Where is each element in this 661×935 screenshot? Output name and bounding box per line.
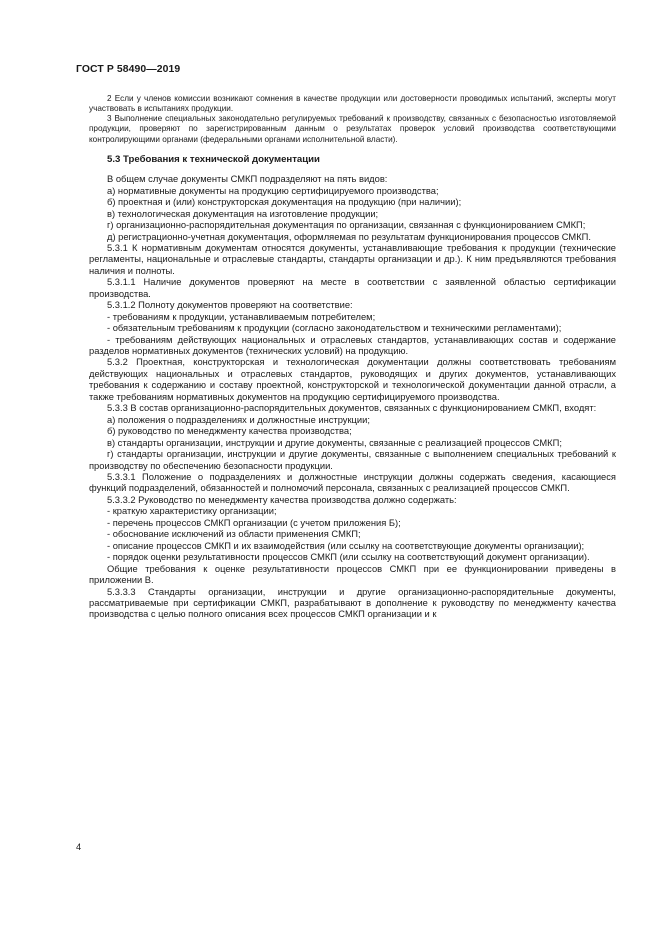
list-item: - перечень процессов СМКП организации (с учетом приложения Б);	[107, 517, 401, 528]
section-title: 5.3 Требования к технической документации	[107, 153, 320, 165]
list-item: а) нормативные документы на продукцию сертифицируемого производства;	[107, 185, 439, 196]
paragraph: 5.3.2 Проектная, конструкторская и технологическая документации должны соответствовать требованиям действующих национальных и отраслевых стандартов, руководящих и других документов, устанавливающих требования к содержанию и составу проектной, конструкторской и технологической документации данной отрасли, а также требованиям нормативных документов на продукцию сертифицируемого производства.	[89, 357, 616, 402]
paragraph: 5.3.1.2 Полноту документов проверяют на соответствие:	[107, 300, 353, 311]
list-item: а) положения о подразделениях и должностные инструкции;	[107, 414, 370, 425]
paragraph: 5.3.3.3 Стандарты организации, инструкции и другие организационно-распорядительные документы, рассматриваемые при сертификации СМКП, разрабатывают в дополнение к руководству по менеджменту качества производства с целью полного описания всех процессов СМКП организации и к	[89, 586, 616, 620]
page-number: 4	[76, 842, 82, 852]
paragraph: Общие требования к оценке результативности процессов СМКП при ее функционировании приведены в приложении В.	[89, 563, 616, 586]
list-item: б) проектная и (или) конструкторская документация на продукцию (при наличии);	[107, 197, 462, 208]
paragraph: 5.3.3.2 Руководство по менеджменту качества производства должно содержать:	[107, 494, 457, 505]
list-item: - обоснование исключений из области применения СМКП;	[107, 529, 361, 540]
list-item: - краткую характеристику организации;	[107, 506, 277, 517]
paragraph: 5.3.3.1 Положение о подразделениях и должностные инструкции должны содержать сведения, касающиеся функций подразделений, обязанностей и полномочий персонала, связанных с реализацией процессов СМКП.	[89, 472, 616, 494]
list-item: - описание процессов СМКП и их взаимодействия (или ссылку на соответствующие документы организации);	[107, 540, 585, 551]
paragraph: 5.3.1.1 Наличие документов проверяют на месте в соответствии с заявленной областью сертификации производства.	[89, 277, 616, 299]
standard-code-header: ГОСТ Р 58490—2019	[76, 64, 181, 75]
list-item: б) руководство по менеджменту качества производства;	[107, 426, 352, 437]
list-item: - требованиям действующих национальных и отраслевых стандартов, устанавливающих состав и содержание разделов нормативных документов (технических условий) на продукцию.	[89, 334, 616, 357]
list-item: - обязательным требованиям к продукции (согласно законодательством и техническими регламентами);	[107, 323, 562, 334]
paragraph: В общем случае документы СМКП подразделяют на пять видов:	[107, 174, 388, 185]
note-3: 3 Выполнение специальных законодательно регулируемых требований к производству, связанных с безопасностью изготовляемой продукции, проверяют по зарегистрированным данным о результатах проверок условий производства соответствующими контролирующими органами (федеральными органами исполнительной власти).	[89, 114, 616, 144]
list-item: д) регистрационно-учетная документация, оформляемая по результатам функционирования процессов СМКП.	[107, 231, 591, 242]
list-item: в) технологическая документация на изготовление продукции;	[107, 208, 379, 219]
list-item: - требованиям к продукции, устанавливаемым потребителем;	[107, 311, 376, 322]
paragraph: 5.3.1 К нормативным документам относятся документы, устанавливающие требования к продукции (технические регламенты, национальные и отраслевые стандарты, стандарты организации и др.). К ним предъявляются требования наличия и полноты.	[89, 242, 616, 276]
paragraph: 5.3.3 В состав организационно-распорядительных документов, связанных с функционированием СМКП, входят:	[107, 403, 597, 414]
note-2: 2 Если у членов комиссии возникают сомнения в качестве продукции или достоверности проводимых испытаний, эксперты могут участвовать в испытаниях продукции.	[89, 94, 616, 114]
list-item: г) организационно-распорядительная документация по организации, связанная с функционированием СМКП;	[107, 220, 586, 231]
list-item: г) стандарты организации, инструкции и другие документы, связанные с выполнением специальных требований к производству по обеспечению безопасности продукции.	[89, 449, 616, 471]
list-item: - порядок оценки результативности процессов СМКП (или ссылку на соответствующий документ организации).	[107, 552, 590, 563]
list-item: в) стандарты организации, инструкции и другие документы, связанные с реализацией процессов СМКП;	[107, 437, 562, 448]
page-body	[89, 94, 616, 621]
